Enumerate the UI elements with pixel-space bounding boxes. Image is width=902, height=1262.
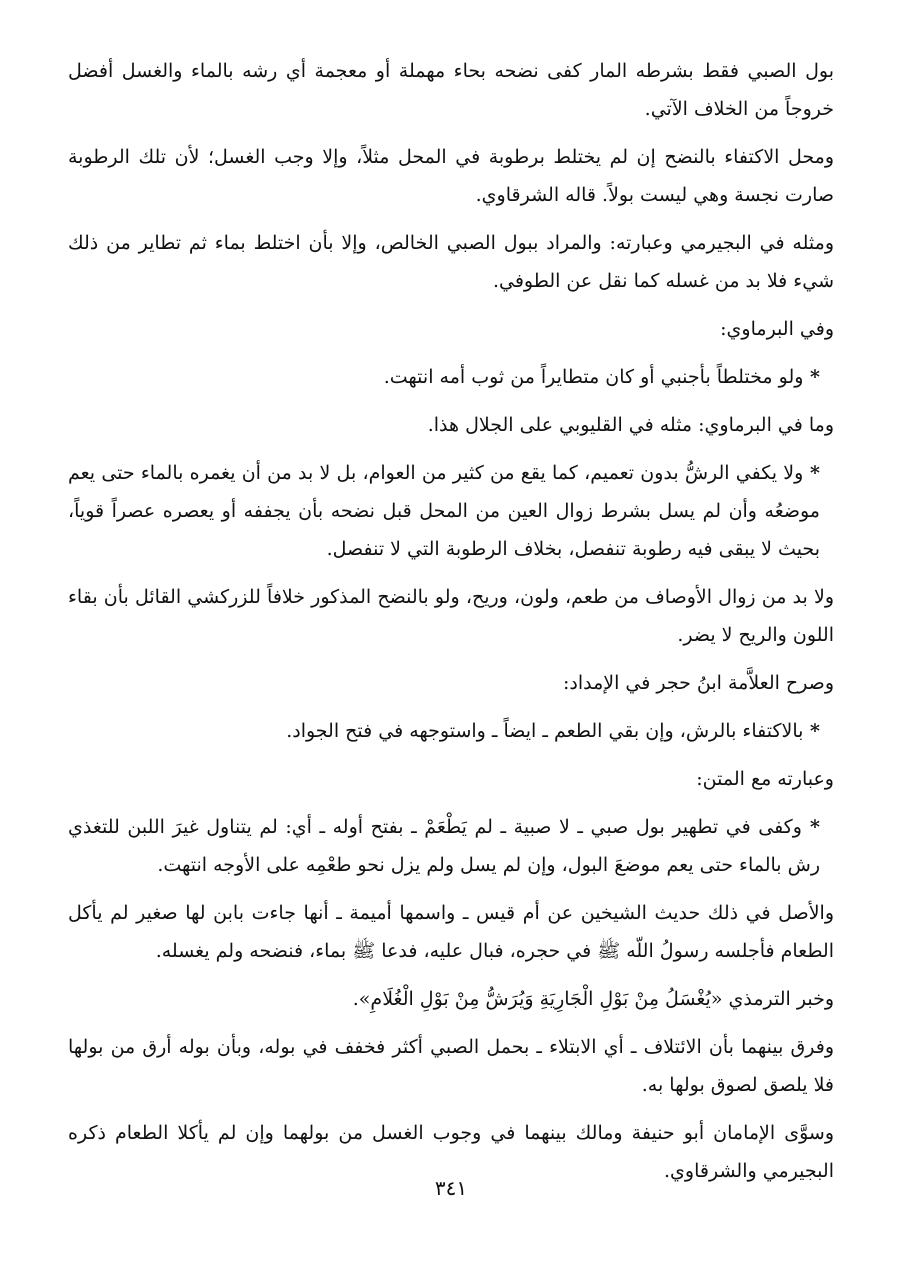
paragraph-6: وما في البرماوي: مثله في القليوبي على الجلال هذا.: [427, 414, 834, 436]
paragraph-14: وخبر الترمذي «يُغْسَلُ مِنْ بَوْلِ الْجَارِيَةِ وَيُرَشُّ مِنْ بَوْلِ الْغُلَامِ».: [352, 988, 834, 1010]
bullet-paragraph-10: * بالاكتفاء بالرش، وإن بقي الطعم ـ ايضاً ـ واستوجهه في فتح الجواد.: [68, 712, 834, 750]
paragraph-3: ومثله في البجيرمي وعبارته: والمراد ببول الصبي الخالص، وإلا بأن اختلط بماء ثم تطاير من ذلك شيء فلا بد من غسله كما نقل عن الطوفي.: [68, 232, 834, 292]
paragraph-4: وفي البرماوي:: [720, 318, 834, 340]
paragraph-8: ولا بد من زوال الأوصاف من طعم، ولون، وريح، ولو بالنضح المذكور خلافاً للزركشي القائل بأن بقاء اللون والريح لا يضر.: [68, 586, 834, 646]
paragraph-15: وفرق بينهما بأن الائتلاف ـ أي الابتلاء ـ بحمل الصبي أكثر فخفف في بوله، وبأن بوله أرق من بولها فلا يلصق لصوق بولها به.: [68, 1036, 834, 1096]
page-number: ٣٤١: [434, 1176, 468, 1200]
paragraph-11: وعبارته مع المتن:: [696, 768, 834, 790]
bullet-paragraph-5: * ولو مختلطاً بأجنبي أو كان متطايراً من ثوب أمه انتهت.: [68, 358, 834, 396]
paragraph-16: وسوَّى الإمامان أبو حنيفة ومالك بينهما في وجوب الغسل من بولهما وإن لم يأكلا الطعام ذكره البجيرمي والشرقاوي.: [68, 1122, 834, 1182]
paragraph-1: بول الصبي فقط بشرطه المار كفى نضحه بحاء مهملة أو معجمة أي رشه بالماء والغسل أفضل خروجاً من الخلاف الآتي.: [68, 60, 834, 120]
bullet-paragraph-12: * وكفى في تطهير بول صبي ـ لا صبية ـ لم يَطْعَمْ ـ بفتح أوله ـ أي: لم يتناول غيرَ اللبن للتغذي رش بالماء حتى يعم موضعَ البول، وإن لم يسل ولم يزل نحو طعْمِه على الأوجه انتهت.: [68, 808, 834, 884]
paragraph-9: وصرح العلاَّمة ابنُ حجر في الإمداد:: [562, 672, 834, 694]
paragraph-13: والأصل في ذلك حديث الشيخين عن أم قيس ـ واسمها أميمة ـ أنها جاءت بابن لها صغير لم يأكل الطعام فأجلسه رسولُ اللّه ﷺ في حجره، فبال عليه، فدعا ﷺ بماء، فنضحه ولم يغسله.: [68, 902, 834, 962]
bullet-paragraph-7: * ولا يكفي الرشُّ بدون تعميم، كما يقع من كثير من العوام، بل لا بد من أن يغمره بالماء حتى يعم موضعُه وأن لم يسل بشرط زوال العين من المحل قبل نضحه بأن يجففه أو يعصره عصراً قوياً، بحيث لا يبقى فيه رطوبة تنفصل، بخلاف الرطوبة التي لا تنفصل.: [68, 454, 834, 568]
paragraph-2: ومحل الاكتفاء بالنضح إن لم يختلط برطوبة في المحل مثلاً، وإلا وجب الغسل؛ لأن تلك الرطوبة صارت نجسة وهي ليست بولاً. قاله الشرقاوي.: [68, 146, 834, 206]
